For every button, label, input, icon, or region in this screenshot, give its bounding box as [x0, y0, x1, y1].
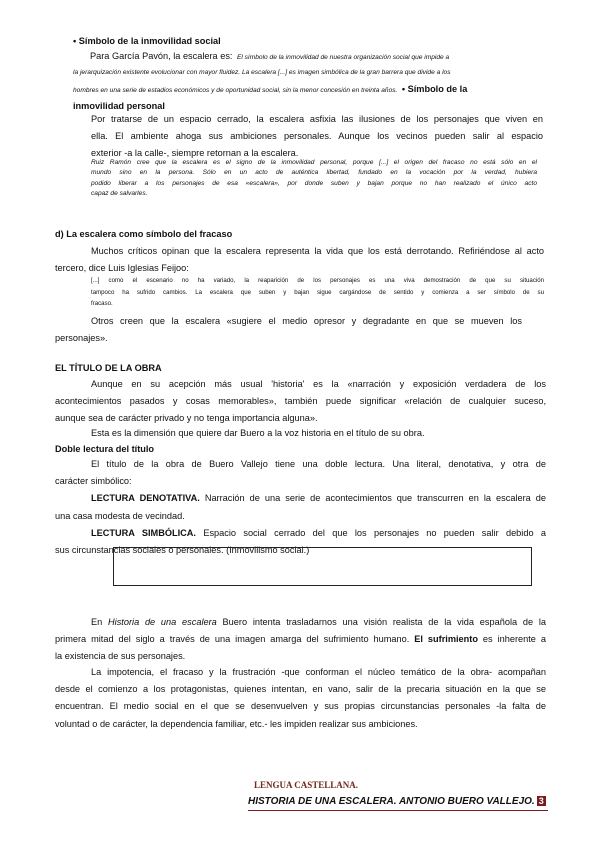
sufrimiento-text-a: En: [91, 617, 103, 627]
impotencia-line: La impotencia, el fracaso y la frustración -que conforman el núcleo temático de la obra- acompañan: [91, 667, 546, 677]
page-number: 3: [538, 796, 544, 806]
heading-inmovilidad-personal-b: inmovilidad personal: [73, 101, 165, 112]
lectura-simbolica-text: Espacio social cerrado del que los personajes no pueden salir debido a: [203, 527, 546, 538]
sufrimiento-line3: la existencia de sus personajes.: [55, 651, 186, 662]
historia-def-paragraph: [55, 376, 546, 428]
doble-lectura-paragraph: [55, 456, 546, 559]
sufrimiento-line2: [55, 631, 546, 648]
sufrimiento-text-b: Buero intenta trasladarnos una visión realista de la vida española de la: [222, 617, 547, 627]
fracaso-line: tercero, dice Luis Iglesias Feijoo:: [55, 263, 189, 274]
p2-line: ella. El ambiente ahoga sus ambiciones personales. Aunque los vecinos pueden salir al espacio: [91, 131, 543, 142]
impotencia-line: voluntad o de carácter, la dependencia familiar, etc.- les impiden realizar sus ambiciones.: [55, 718, 418, 729]
sufrimiento-line1: [55, 614, 546, 631]
empty-answer-box: [113, 547, 532, 586]
impotencia-paragraph: [55, 664, 546, 733]
ruiz-line: capaz de salvarles.: [91, 190, 148, 198]
otros-line: personajes».: [55, 333, 108, 344]
garcia-pavon-paragraph: [73, 48, 543, 116]
footer-rule: [248, 810, 548, 811]
footer-subject: LENGUA CASTELLANA.: [254, 780, 359, 790]
footer-title-text: HISTORIA DE UNA ESCALERA. ANTONIO BUERO VALLEJO.: [248, 796, 535, 807]
lectura-denotativa: [55, 490, 546, 507]
def-line: Aunque en su acepción más usual 'historia' es la «narración y exposición verdadera de los: [91, 379, 546, 389]
footer-title: [248, 796, 546, 807]
feijoo-quote: [91, 275, 544, 310]
feijoo-line: tampoco ha sufrido cambios. La escalera que suben y bajan sigue cargándose de sentido y comienza a ser símbolo de su: [91, 288, 544, 296]
sufrimiento-text-c: primera mitad del siglo a través de una imagen amarga del sufrimiento humano.: [55, 634, 410, 645]
quote-line-2: la jerarquización existente evolucionar con mayor fluidez. La escalera [...] es imagen simbólica de la gran barrera que divide a los: [73, 69, 451, 77]
fracaso-line: Muchos críticos opinan que la escalera representa la vida que los está derrotando. Refiriéndose al acto: [91, 246, 544, 256]
feijoo-line: [...] como el escenario no ha variado, la reaparición de los personajes es una viva demostración de que su situación: [91, 277, 544, 284]
heading-titulo-obra: EL TÍTULO DE LA OBRA: [55, 363, 162, 373]
lectura-denotativa-label: LECTURA DENOTATIVA.: [91, 493, 200, 504]
doble-line: El título de la obra de Buero Vallejo tiene una doble lectura. Una literal, denotativa, y otra de: [91, 459, 546, 469]
ruiz-line: podido liberar a los personajes de esa «escalera», por donde suben y bajan porque no han realizado el único acto: [91, 179, 537, 187]
ruiz-line: mundo sino en la persona. Sólo en un acto de auténtica libertad, fundado en la vocación por la verdad, hubiera: [91, 169, 537, 177]
feijoo-line: fracaso.: [91, 300, 113, 308]
fracaso-paragraph: [55, 243, 544, 277]
otros-paragraph: [55, 313, 522, 347]
lectura-denotativa-text: Narración de una serie de acontecimientos que transcurren en la escalera de: [204, 493, 546, 504]
para-intro: Para García Pavón, la escalera es:: [90, 51, 233, 61]
sufrimiento-bold: El sufrimiento: [414, 634, 478, 645]
def-line: acontecimientos pasados y cosas memorables», también puede significar «relación de cualquier suceso,: [55, 396, 546, 407]
sufrimiento-text-d: es inherente a: [482, 634, 546, 645]
doble-line: carácter simbólico:: [55, 476, 132, 487]
p2-line: exterior -a la calle-, siempre retornan a la escalera.: [91, 148, 299, 159]
heading-doble-lectura: Doble lectura del título: [55, 444, 155, 454]
ruiz-line: Ruiz Ramón cree que la escalera es el signo de la inmovilidad personal, porque [...] el origen del fracaso no está sólo en el: [91, 159, 537, 166]
heading-inmovilidad-social: • Símbolo de la inmovilidad social: [73, 36, 221, 46]
lectura-denotativa-line2: una casa modesta de vecindad.: [55, 510, 185, 521]
inmovilidad-personal-paragraph: [91, 111, 543, 163]
obra-title-italic: Historia de una escalera: [108, 617, 217, 627]
heading-inmovilidad-personal-a: • Símbolo de la: [401, 84, 468, 95]
impotencia-line: encuentran. El medio social en el que se desenvuelven y sus propias circunstancias personales -la falta de: [55, 701, 546, 712]
p2-line: Por tratarse de un espacio cerrado, la escalera asfixia las ilusiones de los personajes que viven en: [91, 114, 543, 124]
quote-line-3: hombres en una serie de estadios económicos y de oportunidad social, sin la menor concesión en treinta años.: [73, 87, 398, 95]
def-line: aunque sea de carácter privado y no tenga importancia alguna».: [55, 413, 318, 424]
otros-line: Otros creen que la escalera «sugiere el medio opresor y degradante en que se mueven los: [91, 316, 522, 326]
quote-line-1: El símbolo de la inmovilidad de nuestra organización social que impide a: [236, 54, 450, 61]
dimension-paragraph: Esta es la dimensión que quiere dar Buero a la voz historia en el título de su obra.: [91, 428, 425, 438]
lectura-simbolica-line2: sus circunstancias sociales o personales. (Inmovilismo social.): [55, 545, 310, 556]
impotencia-line: desde el comienzo a los protagonistas, quienes intentan, en vano, salir de la precaria situación en la que se: [55, 684, 546, 695]
heading-escalera-fracaso: d) La escalera como símbolo del fracaso: [55, 229, 233, 239]
lectura-simbolica: [55, 525, 546, 542]
ruiz-ramon-quote: [91, 158, 537, 200]
sufrimiento-paragraph: [55, 614, 546, 666]
lectura-simbolica-label: LECTURA SIMBÓLICA.: [91, 527, 196, 538]
